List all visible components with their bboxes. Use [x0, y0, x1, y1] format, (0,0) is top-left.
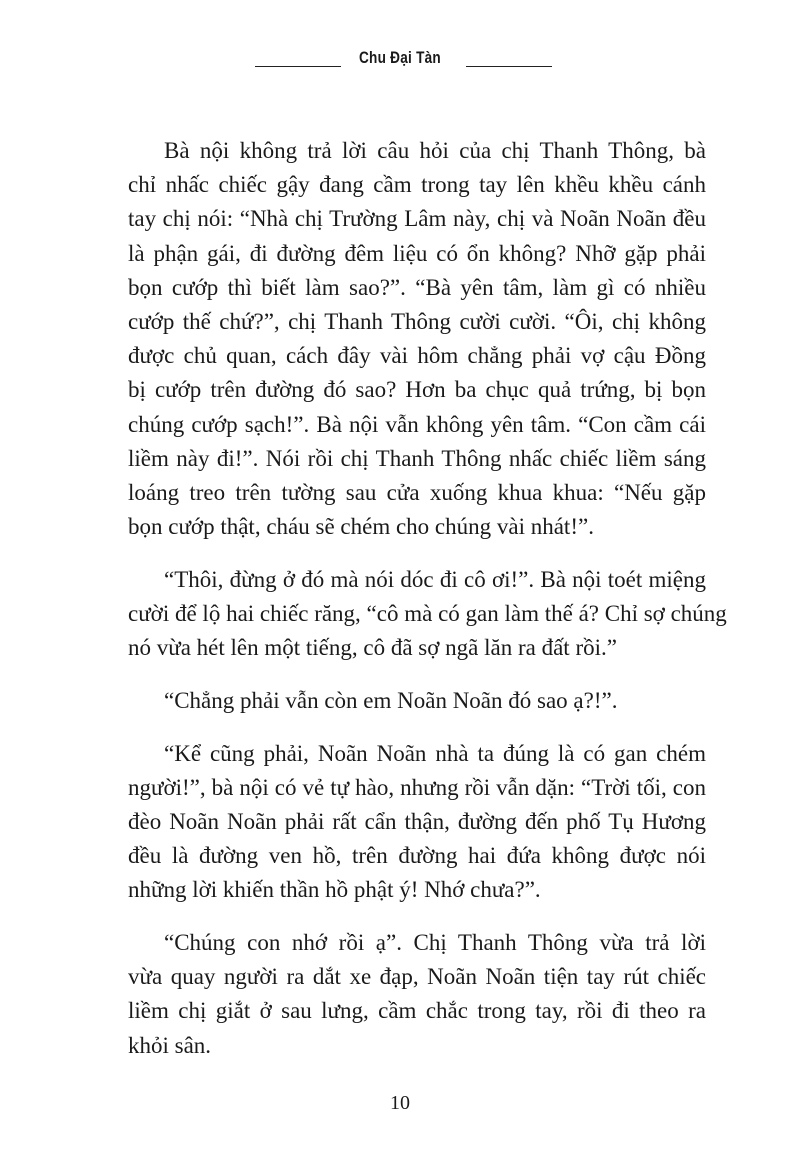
text-line: liềm này đi!”. Nói rồi chị Thanh Thông nhấc chiếc liềm sáng	[128, 445, 706, 471]
text-line: Bà nội không trả lời câu hỏi của chị Thanh Thông, bà	[164, 138, 706, 163]
text-line: tay chị nói: “Nhà chị Trường Lâm này, chị và Noãn Noãn đều	[128, 206, 706, 232]
paragraph	[128, 134, 706, 544]
text-line: bị cướp trên đường đó sao? Hơn ba chục quả trứng, bị bọn	[128, 377, 706, 403]
text-line: liềm chị giắt ở sau lưng, cầm chắc trong tay, rồi đi theo ra	[128, 998, 706, 1024]
paragraph	[128, 684, 706, 718]
header-title: Chu Đại Tàn	[359, 48, 441, 67]
paragraph	[128, 563, 727, 666]
text-line: được chủ quan, cách đây vài hôm chẳng phải vợ cậu Đồng	[128, 343, 706, 369]
text-line: vừa quay người ra dắt xe đạp, Noãn Noãn tiện tay rút chiếc	[128, 964, 706, 990]
text-line: “Chúng con nhớ rồi ạ”. Chị Thanh Thông vừa trả lời	[164, 929, 706, 955]
text-line: chúng cướp sạch!”. Bà nội vẫn không yên tâm. “Con cầm cái	[128, 411, 706, 437]
text-line: cười để lộ hai chiếc răng, “cô mà có gan làm thế á? Chỉ sợ chúng	[128, 600, 727, 626]
header-rule-left	[255, 66, 341, 67]
running-header	[0, 48, 800, 74]
text-line: “Chẳng phải vẫn còn em Noãn Noãn đó sao ạ?!”.	[164, 687, 618, 713]
text-line: đèo Noãn Noãn phải rất cẩn thận, đường đến phố Tụ Hương	[128, 808, 706, 834]
text-line: loáng treo trên tường sau cửa xuống khua khua: “Nếu gặp	[128, 479, 706, 505]
header-rule-right	[466, 66, 552, 67]
text-line: là phận gái, đi đường đêm liệu có ổn không? Nhỡ gặp phải	[128, 240, 706, 266]
text-line: “Thôi, đừng ở đó mà nói dóc đi cô ơi!”. Bà nội toét miệng	[164, 566, 706, 592]
paragraph	[128, 926, 706, 1063]
text-line: người!”, bà nội có vẻ tự hào, nhưng rồi vẫn dặn: “Trời tối, con	[128, 774, 706, 800]
text-line: cướp thế chứ?”, chị Thanh Thông cười cười. “Ôi, chị không	[128, 308, 706, 334]
text-line: bọn cướp thật, cháu sẽ chém cho chúng vài nhát!”.	[128, 514, 594, 540]
text-line: khỏi sân.	[128, 1032, 212, 1058]
text-line: nó vừa hét lên một tiếng, cô đã sợ ngã lăn ra đất rồi.”	[128, 635, 617, 661]
body-text	[128, 134, 727, 1081]
page-number: 10	[390, 1092, 410, 1114]
text-line: “Kể cũng phải, Noãn Noãn nhà ta đúng là có gan chém	[164, 740, 706, 766]
text-line: những lời khiến thần hồ phật ý! Nhớ chưa?”.	[128, 877, 541, 903]
paragraph	[128, 737, 706, 908]
text-line: đều là đường ven hồ, trên đường hai đứa không được nói	[128, 843, 706, 869]
text-line: bọn cướp thì biết làm sao?”. “Bà yên tâm, làm gì có nhiều	[128, 274, 706, 300]
text-line: chỉ nhấc chiếc gậy đang cầm trong tay lên khều khều cánh	[128, 172, 706, 198]
